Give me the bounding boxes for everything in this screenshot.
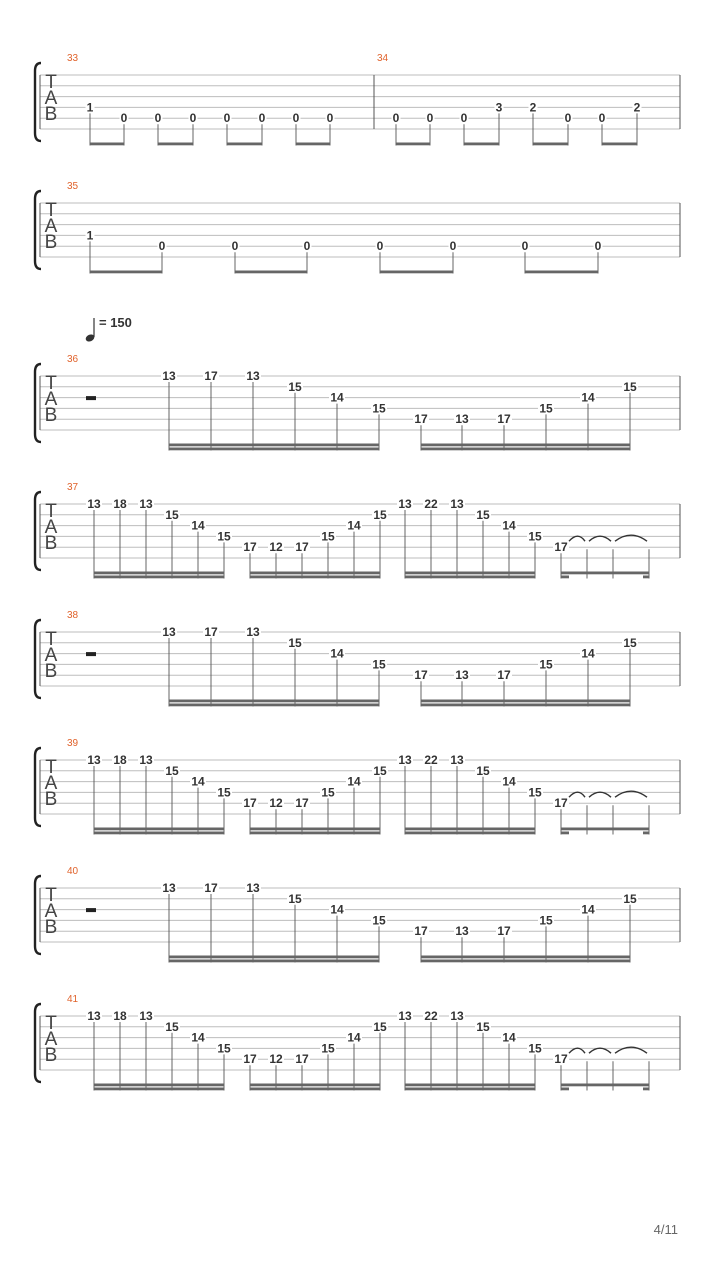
fret-number: 22 (424, 753, 438, 767)
fret-number: 15 (539, 401, 553, 416)
fret-number: 17 (414, 924, 428, 939)
beam (405, 1084, 535, 1087)
half-rest (86, 908, 96, 912)
fret-number: 13 (246, 625, 260, 639)
beam (405, 572, 535, 575)
beam (94, 576, 224, 579)
fret-number: 14 (330, 390, 344, 405)
fret-number: 14 (581, 646, 595, 661)
fret-number: 17 (204, 881, 218, 895)
tab-system (35, 53, 680, 146)
fret-number: 15 (476, 763, 490, 778)
fret-number: 15 (476, 1019, 490, 1034)
beam (561, 828, 649, 831)
fret-number: 2 (529, 100, 537, 115)
beam (296, 143, 330, 146)
tab-clef-letter: A (44, 645, 58, 666)
tab-system (35, 866, 680, 963)
fret-number: 17 (204, 369, 218, 383)
beam (94, 828, 224, 831)
beam (90, 143, 124, 146)
fret-number: 18 (113, 1009, 127, 1023)
fret-number: 14 (347, 518, 361, 533)
fret-number: 15 (165, 507, 179, 522)
fret-number: 15 (288, 635, 302, 650)
beam (94, 1088, 224, 1091)
fret-number: 0 (521, 239, 529, 254)
beam (405, 832, 535, 835)
fret-number: 15 (217, 785, 231, 800)
fret-number: 17 (295, 796, 309, 811)
fret-number: 17 (497, 668, 511, 683)
fret-number: 15 (623, 891, 637, 906)
tempo-marking: = 150 (99, 315, 132, 330)
fret-number: 0 (460, 111, 468, 126)
fret-number: 13 (162, 625, 176, 639)
beam-stub (561, 832, 569, 835)
fret-number: 0 (449, 239, 457, 254)
fret-number: 15 (372, 657, 386, 672)
measure-number: 37 (67, 482, 79, 493)
fret-number: 15 (623, 379, 637, 394)
fret-number: 17 (414, 668, 428, 683)
fret-number: 22 (424, 1009, 438, 1023)
fret-number: 18 (113, 753, 127, 767)
tab-clef-letter: B (44, 533, 58, 554)
tab-system (35, 482, 680, 579)
tie-arc (589, 536, 611, 541)
fret-number: 15 (217, 1041, 231, 1056)
fret-number: 15 (476, 507, 490, 522)
tab-clef-letter: T (45, 501, 57, 522)
beam (90, 271, 162, 274)
fret-number: 14 (330, 902, 344, 917)
fret-number: 13 (450, 1009, 464, 1023)
fret-number: 15 (373, 763, 387, 778)
fret-number: 17 (497, 412, 511, 427)
tab-system (35, 994, 680, 1091)
fret-number: 13 (246, 881, 260, 895)
beam (250, 572, 380, 575)
fret-number: 13 (139, 497, 153, 511)
half-rest (86, 396, 96, 400)
beam (464, 143, 499, 146)
tie-arc (569, 792, 585, 797)
fret-number: 13 (450, 753, 464, 767)
beam (421, 960, 630, 963)
fret-number: 0 (594, 239, 602, 254)
beam (169, 444, 379, 447)
fret-number: 14 (347, 1030, 361, 1045)
tab-clef-letter: A (44, 1029, 58, 1050)
beam (561, 1084, 649, 1087)
fret-number: 0 (303, 239, 311, 254)
tab-clef-letter: B (44, 661, 58, 682)
fret-number: 14 (191, 518, 205, 533)
beam-stub (561, 1088, 569, 1091)
tab-clef-letter: B (44, 232, 58, 253)
fret-number: 3 (495, 100, 503, 115)
tie-arc (589, 792, 611, 797)
fret-number: 15 (217, 529, 231, 544)
beam (525, 271, 598, 274)
measure-number: 36 (67, 354, 79, 365)
beam-stub (643, 576, 649, 579)
fret-number: 12 (269, 1052, 283, 1067)
beam (421, 444, 630, 447)
fret-number: 13 (87, 1009, 101, 1023)
fret-number: 0 (154, 111, 162, 126)
fret-number: 15 (528, 529, 542, 544)
fret-number: 15 (372, 401, 386, 416)
beam (158, 143, 193, 146)
fret-number: 17 (243, 1052, 257, 1067)
fret-number: 14 (191, 774, 205, 789)
beam (405, 1088, 535, 1091)
beam-stub (643, 832, 649, 835)
fret-number: 13 (162, 369, 176, 383)
fret-number: 15 (321, 529, 335, 544)
fret-number: 13 (162, 881, 176, 895)
tab-clef-letter: T (45, 757, 57, 778)
fret-number: 17 (554, 796, 568, 811)
fret-number: 13 (87, 497, 101, 511)
fret-number: 14 (191, 1030, 205, 1045)
tie-arc (569, 536, 585, 541)
fret-number: 13 (450, 497, 464, 511)
beam (380, 271, 453, 274)
fret-number: 15 (288, 379, 302, 394)
beam (94, 572, 224, 575)
fret-number: 1 (86, 228, 94, 243)
beam (250, 832, 380, 835)
fret-number: 13 (455, 412, 469, 427)
fret-number: 15 (165, 1019, 179, 1034)
fret-number: 0 (120, 111, 128, 126)
fret-number: 14 (502, 774, 516, 789)
tab-system (35, 315, 680, 451)
fret-number: 15 (321, 1041, 335, 1056)
fret-number: 13 (455, 668, 469, 683)
beam (405, 828, 535, 831)
fret-number: 0 (292, 111, 300, 126)
fret-number: 14 (581, 902, 595, 917)
fret-number: 13 (398, 497, 412, 511)
fret-number: 15 (373, 1019, 387, 1034)
beam (561, 572, 649, 575)
tab-clef-letter: T (45, 72, 57, 93)
beam-stub (643, 1088, 649, 1091)
fret-number: 13 (87, 753, 101, 767)
tab-clef-letter: A (44, 216, 58, 237)
fret-number: 15 (321, 785, 335, 800)
fret-number: 15 (528, 785, 542, 800)
fret-number: 13 (246, 369, 260, 383)
fret-number: 0 (158, 239, 166, 254)
fret-number: 14 (502, 1030, 516, 1045)
fret-number: 14 (502, 518, 516, 533)
tab-system (35, 738, 680, 835)
tab-clef-letter: B (44, 789, 58, 810)
fret-number: 13 (139, 753, 153, 767)
beam (250, 1088, 380, 1091)
beam (169, 704, 379, 707)
tab-clef-letter: B (44, 917, 58, 938)
fret-number: 0 (564, 111, 572, 126)
tab-clef-letter: T (45, 885, 57, 906)
beam (250, 1084, 380, 1087)
fret-number: 0 (258, 111, 266, 126)
fret-number: 0 (326, 111, 334, 126)
fret-number: 15 (288, 891, 302, 906)
fret-number: 17 (554, 1052, 568, 1067)
fret-number: 17 (243, 796, 257, 811)
fret-number: 13 (455, 924, 469, 939)
fret-number: 22 (424, 497, 438, 511)
measure-number: 40 (67, 866, 79, 877)
tab-clef-letter: A (44, 88, 58, 109)
beam (533, 143, 568, 146)
tie-arc (589, 1048, 611, 1053)
beam (250, 828, 380, 831)
tab-clef-letter: B (44, 104, 58, 125)
fret-number: 0 (376, 239, 384, 254)
tab-clef-letter: A (44, 389, 58, 410)
fret-number: 15 (165, 763, 179, 778)
beam (169, 448, 379, 451)
fret-number: 0 (598, 111, 606, 126)
tab-system (35, 610, 680, 707)
fret-number: 17 (414, 412, 428, 427)
fret-number: 17 (497, 924, 511, 939)
page-number: 4/11 (653, 1222, 678, 1237)
fret-number: 18 (113, 497, 127, 511)
tab-system (35, 181, 680, 274)
beam (421, 700, 630, 703)
measure-number: 39 (67, 738, 79, 749)
fret-number: 13 (398, 753, 412, 767)
measure-number: 33 (67, 53, 79, 64)
fret-number: 15 (539, 657, 553, 672)
fret-number: 13 (398, 1009, 412, 1023)
fret-number: 15 (373, 507, 387, 522)
tie-arc (569, 1048, 585, 1053)
tab-clef-letter: A (44, 517, 58, 538)
tab-clef-letter: T (45, 200, 57, 221)
beam (169, 700, 379, 703)
fret-number: 14 (330, 646, 344, 661)
beam (421, 448, 630, 451)
beam (396, 143, 430, 146)
fret-number: 17 (295, 540, 309, 555)
fret-number: 14 (581, 390, 595, 405)
fret-number: 1 (86, 100, 94, 115)
beam (169, 956, 379, 959)
fret-number: 0 (223, 111, 231, 126)
fret-number: 12 (269, 796, 283, 811)
beam (421, 956, 630, 959)
half-rest (86, 652, 96, 656)
fret-number: 17 (295, 1052, 309, 1067)
tab-clef-letter: T (45, 629, 57, 650)
fret-number: 0 (231, 239, 239, 254)
beam (250, 576, 380, 579)
tab-clef-letter: B (44, 1045, 58, 1066)
beam (235, 271, 307, 274)
fret-number: 15 (623, 635, 637, 650)
tab-clef-letter: A (44, 901, 58, 922)
beam (94, 832, 224, 835)
fret-number: 15 (528, 1041, 542, 1056)
fret-number: 17 (204, 625, 218, 639)
beam (169, 960, 379, 963)
beam-stub (561, 576, 569, 579)
fret-number: 0 (189, 111, 197, 126)
fret-number: 17 (554, 540, 568, 555)
fret-number: 2 (633, 100, 641, 115)
measure-number: 34 (377, 53, 389, 64)
tab-clef-letter: A (44, 773, 58, 794)
measure-number: 41 (67, 994, 79, 1005)
beam (405, 576, 535, 579)
fret-number: 15 (372, 913, 386, 928)
fret-number: 15 (539, 913, 553, 928)
fret-number: 0 (426, 111, 434, 126)
measure-number: 35 (67, 181, 79, 192)
tab-clef-letter: B (44, 405, 58, 426)
beam (94, 1084, 224, 1087)
fret-number: 0 (392, 111, 400, 126)
fret-number: 13 (139, 1009, 153, 1023)
beam (421, 704, 630, 707)
beam (602, 143, 637, 146)
fret-number: 12 (269, 540, 283, 555)
measure-number: 38 (67, 610, 79, 621)
fret-number: 17 (243, 540, 257, 555)
tab-clef-letter: T (45, 1013, 57, 1034)
tab-clef-letter: T (45, 373, 57, 394)
beam (227, 143, 262, 146)
fret-number: 14 (347, 774, 361, 789)
